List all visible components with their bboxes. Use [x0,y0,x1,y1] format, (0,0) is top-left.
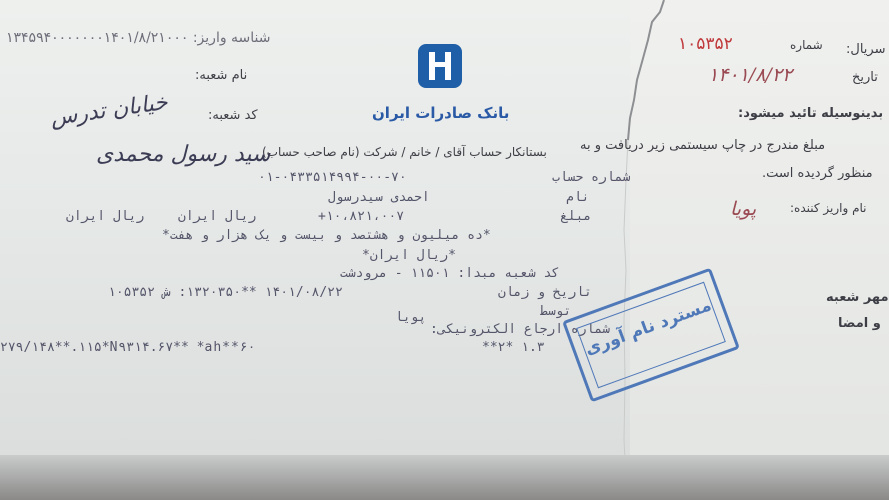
tracking-value: **۲* ۱.۳ [482,340,545,355]
name-label: نام [566,190,590,205]
stub-seal-label: مهر شعبه [826,290,889,305]
bottom-shadow [0,455,889,500]
currency-right: ریال ایران [178,209,257,224]
by-label: توسط [540,304,572,319]
date-value: ۱۴۰۱/۰۸/۲۲ **۱۳۲۰۳۵۰: ش ۱۰۵۳۵۲ [108,285,343,300]
currency-words: *ریال ایران* [362,248,456,263]
stub-serial-label: سریال: [846,42,886,57]
stub-depositor-label: نام واریز کننده: [790,201,867,215]
branch-name-value: خیابان تدرس [48,89,170,132]
bank-name: بانک صادرات ایران [372,104,510,122]
amount-label: مبلغ [560,209,592,224]
account-label: شماره حساب [552,170,631,185]
stub-serial-number-label: شماره [790,38,823,52]
name-value: احمدی سیدرسول [328,190,430,205]
amount-value: +۱۰،۸۲۱،۰۰۷ [318,209,405,224]
bank-logo-icon [418,44,462,88]
by-value: پویا [395,310,427,325]
stub-depositor-value: پویا [730,198,757,220]
bank-logo [418,44,462,88]
branch-code-label: کد شعبه: [208,108,258,123]
stub-text-1: مبلغ مندرج در چاپ سیستمی زیر دریافت و به [580,138,826,153]
stub-confirm: بدینوسیله تائید میشود: [738,106,884,121]
stub-text-2: منظور گردیده است. [762,166,873,181]
stub-sign-label: و امضا [838,316,881,331]
creditor-value: سید رسول محمدی [96,142,271,167]
tracking-label: شماره ارجاع الکترونیکی: [430,322,611,337]
amount-words: *ده میلیون و هشتصد و بیست و یک هزار و هفت* [162,228,491,243]
date-label: تاریخ و زمان [498,285,592,300]
currency-left: ریال ایران [66,209,145,224]
account-value: ۰۱-۰۴۳۳۵۱۴۹۹۴-۰۰-۷۰ [258,170,407,185]
stub-date-label: تاریخ [852,70,878,85]
stub-date-value: ۱۴۰۱/۸/۲۲ [708,64,793,86]
stub-serial-number: ۱۰۵۳۵۲ [678,34,733,54]
stamp-text: مسترد نام آوری [582,295,715,360]
deposit-id-line: شناسه واریز: ۱۳۴۵۹۴۰۰۰۰۰۰۰۱۴۰۱/۸/۲۱۰۰۰ [6,30,271,46]
branch-code-line: کد شعبه مبدا: ۱۱۵۰۱ - مرودشت [340,266,560,281]
creditor-line: بستانکار حساب آقای / خانم / شرکت (نام صاحب حساب) [262,145,547,159]
bottom-code: ۲۷۹/۱۴۸**.۱۱۵*N۹۳۱۴.۶۷** *ah**۶۰ [0,340,256,355]
branch-name-label: نام شعبه: [195,68,248,83]
